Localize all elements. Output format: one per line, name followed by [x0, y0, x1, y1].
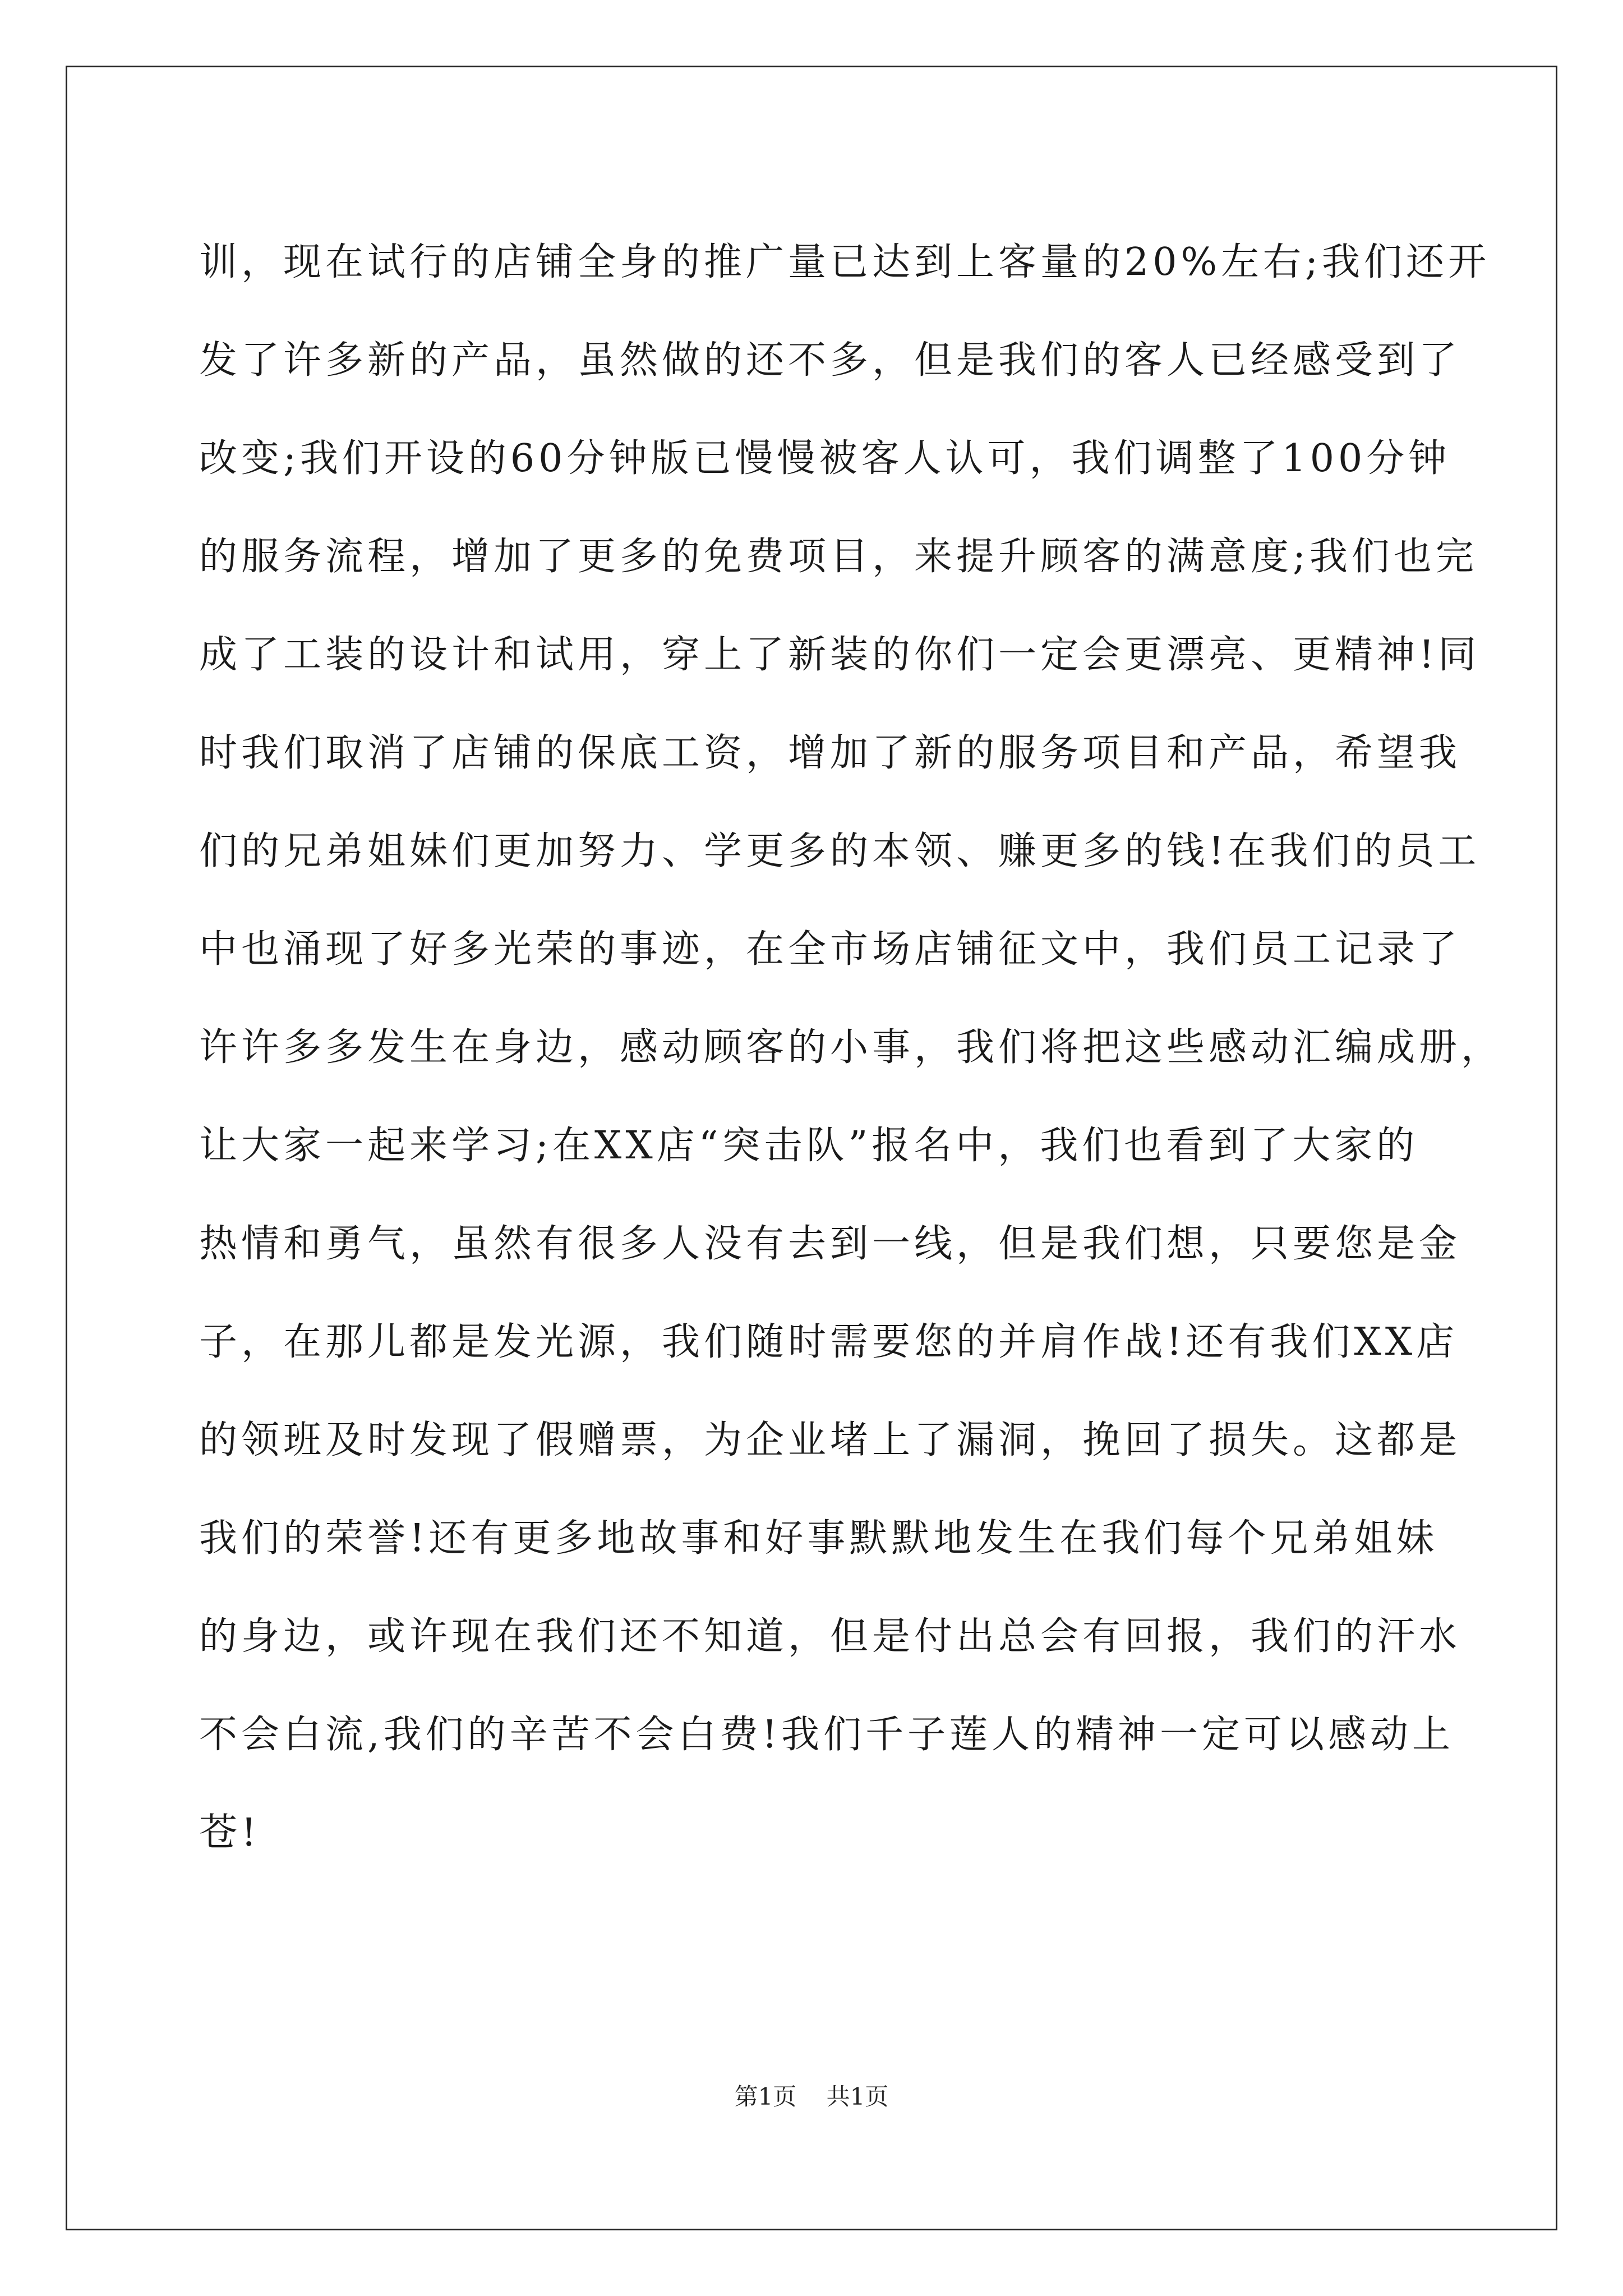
text-line: 时我们取消了店铺的保底工资，增加了新的服务项目和产品，希望我	[199, 731, 1461, 775]
text-line: 的领班及时发现了假赠票，为企业堵上了漏洞，挽回了损失。这都是	[199, 1418, 1461, 1462]
document-body	[199, 213, 1504, 1882]
text-line: 们的兄弟姐妹们更加努力、学更多的本领、赚更多的钱!在我们的员工	[199, 829, 1481, 873]
page-number: 第1页	[734, 2083, 797, 2110]
text-line: 的身边，或许现在我们还不知道，但是付出总会有回报，我们的汗水	[199, 1614, 1461, 1659]
text-line: 训，现在试行的店铺全身的推广量已达到上客量的20%左右;我们还开	[199, 240, 1491, 284]
text-line: 苍!	[199, 1811, 261, 1855]
text-line: 改变;我们开设的60分钟版已慢慢被客人认可，我们调整了100分钟	[199, 436, 1451, 481]
page-footer	[0, 2078, 1623, 2112]
page-total: 共1页	[826, 2083, 889, 2110]
text-line: 发了许多新的产品，虽然做的还不多，但是我们的客人已经感受到了	[199, 338, 1461, 383]
text-line: 热情和勇气，虽然有很多人没有去到一线，但是我们想，只要您是金	[199, 1222, 1461, 1266]
text-line: 成了工装的设计和试用，穿上了新装的你们一定会更漂亮、更精神!同	[199, 633, 1481, 677]
text-line: 许许多多发生在身边，感动顾客的小事，我们将把这些感动汇编成册，	[199, 1025, 1504, 1070]
text-line: 我们的荣誉!还有更多地故事和好事默默地发生在我们每个兄弟姐妹	[199, 1516, 1438, 1561]
text-line: 中也涌现了好多光荣的事迹，在全市场店铺征文中，我们员工记录了	[199, 927, 1461, 972]
text-line: 的服务流程，增加了更多的免费项目，来提升顾客的满意度;我们也完	[199, 535, 1478, 579]
text-line: 让大家一起来学习;在XX店“突击队”报名中，我们也看到了大家的	[199, 1124, 1419, 1168]
text-line: 不会白流,我们的辛苦不会白费!我们千子莲人的精神一定可以感动上	[199, 1713, 1454, 1757]
text-line: 子，在那儿都是发光源，我们随时需要您的并肩作战!还有我们XX店	[199, 1320, 1459, 1364]
